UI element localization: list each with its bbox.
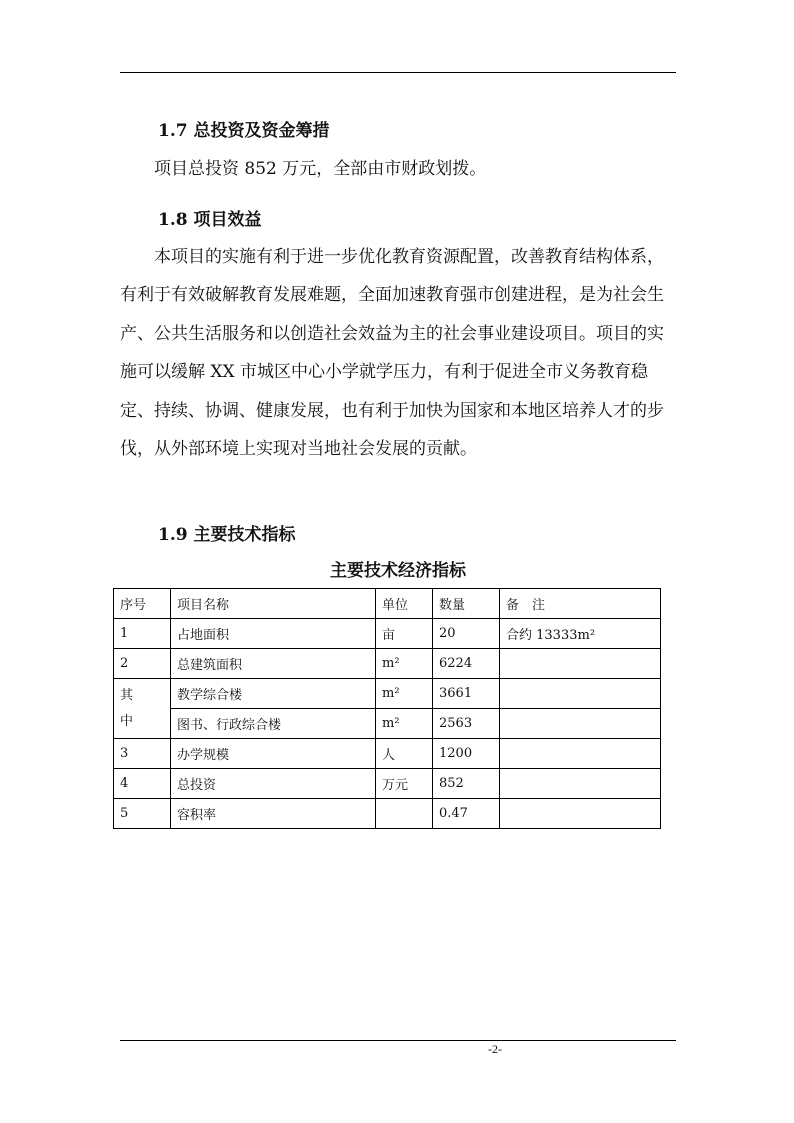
section-heading-1-8: 1.8 项目效益 [158, 210, 262, 230]
table-cell: 图书、行政综合楼 [171, 709, 376, 739]
table-cell: 1200 [433, 739, 500, 769]
section-text-1-7: 项目总投资 852 万元，全部由市财政划拨。 [154, 159, 487, 179]
table-cell: 5 [114, 799, 171, 829]
table-cell: 占地面积 [171, 619, 376, 649]
table-row [114, 799, 661, 829]
table-cell: 3661 [433, 679, 500, 709]
page-number: -2- [488, 1042, 502, 1056]
table-row [114, 619, 661, 649]
table-cell: 4 [114, 769, 171, 799]
footer-rule [120, 1040, 676, 1041]
table-cell: 852 [433, 769, 500, 799]
table-cell: 20 [433, 619, 500, 649]
header-cell: 单位 [376, 589, 433, 619]
header-cell: 项目名称 [171, 589, 376, 619]
merged-label-line2: 中 [120, 713, 134, 729]
header-rule [120, 72, 676, 73]
table-header-row [114, 589, 661, 619]
table-cell: m² [376, 649, 433, 679]
header-cell: 备 注 [500, 589, 661, 619]
merged-label-line1: 其 [120, 687, 134, 703]
header-cell: 数量 [433, 589, 500, 619]
table-cell [500, 649, 661, 679]
table-cell: 2 [114, 649, 171, 679]
table-cell: 总投资 [171, 769, 376, 799]
table-cell: 教学综合楼 [171, 679, 376, 709]
header-cell: 序号 [114, 589, 171, 619]
table-cell [500, 679, 661, 709]
table-cell: 万元 [376, 769, 433, 799]
table-cell: 办学规模 [171, 739, 376, 769]
table-row [114, 739, 661, 769]
table-cell: 3 [114, 739, 171, 769]
indicators-table [113, 588, 661, 829]
table-cell [500, 709, 661, 739]
table-row [114, 649, 661, 679]
table-cell [500, 769, 661, 799]
table-cell: m² [376, 679, 433, 709]
table-cell: 人 [376, 739, 433, 769]
section-heading-1-7: 1.7 总投资及资金筹措 [158, 121, 330, 141]
table-cell: 0.47 [433, 799, 500, 829]
table-cell: 1 [114, 619, 171, 649]
table-cell: 6224 [433, 649, 500, 679]
table-cell: 亩 [376, 619, 433, 649]
table-cell: 总建筑面积 [171, 649, 376, 679]
table-cell: 合约 13333m² [500, 619, 661, 649]
table-cell: 2563 [433, 709, 500, 739]
merged-label-cell [114, 679, 171, 739]
table-cell [376, 799, 433, 829]
table-row [114, 709, 661, 739]
table-row [114, 679, 661, 709]
table-cell: m² [376, 709, 433, 739]
table-cell [500, 739, 661, 769]
table-row [114, 769, 661, 799]
section-text-1-8: 本项目的实施有利于进一步优化教育资源配置，改善教育结构体系，有利于有效破解教育发展难题，全面加速教育强市创建进程，是为社会生产、公共生活服务和以创造社会效益为主的社会事业建设项目。项目的实施可以缓解 XX 市城区中心小学就学压力，有利于促进全市义务教育稳定、持续、协调、健康发展，也有利于加快为国家和本地区培养人才的步伐，从外部环境上实现对当地社会发展的贡献。 [120, 247, 664, 460]
table-title: 主要技术经济指标 [330, 561, 466, 581]
section-heading-1-9: 1.9 主要技术指标 [158, 525, 296, 545]
table-cell: 容积率 [171, 799, 376, 829]
table-cell [500, 799, 661, 829]
